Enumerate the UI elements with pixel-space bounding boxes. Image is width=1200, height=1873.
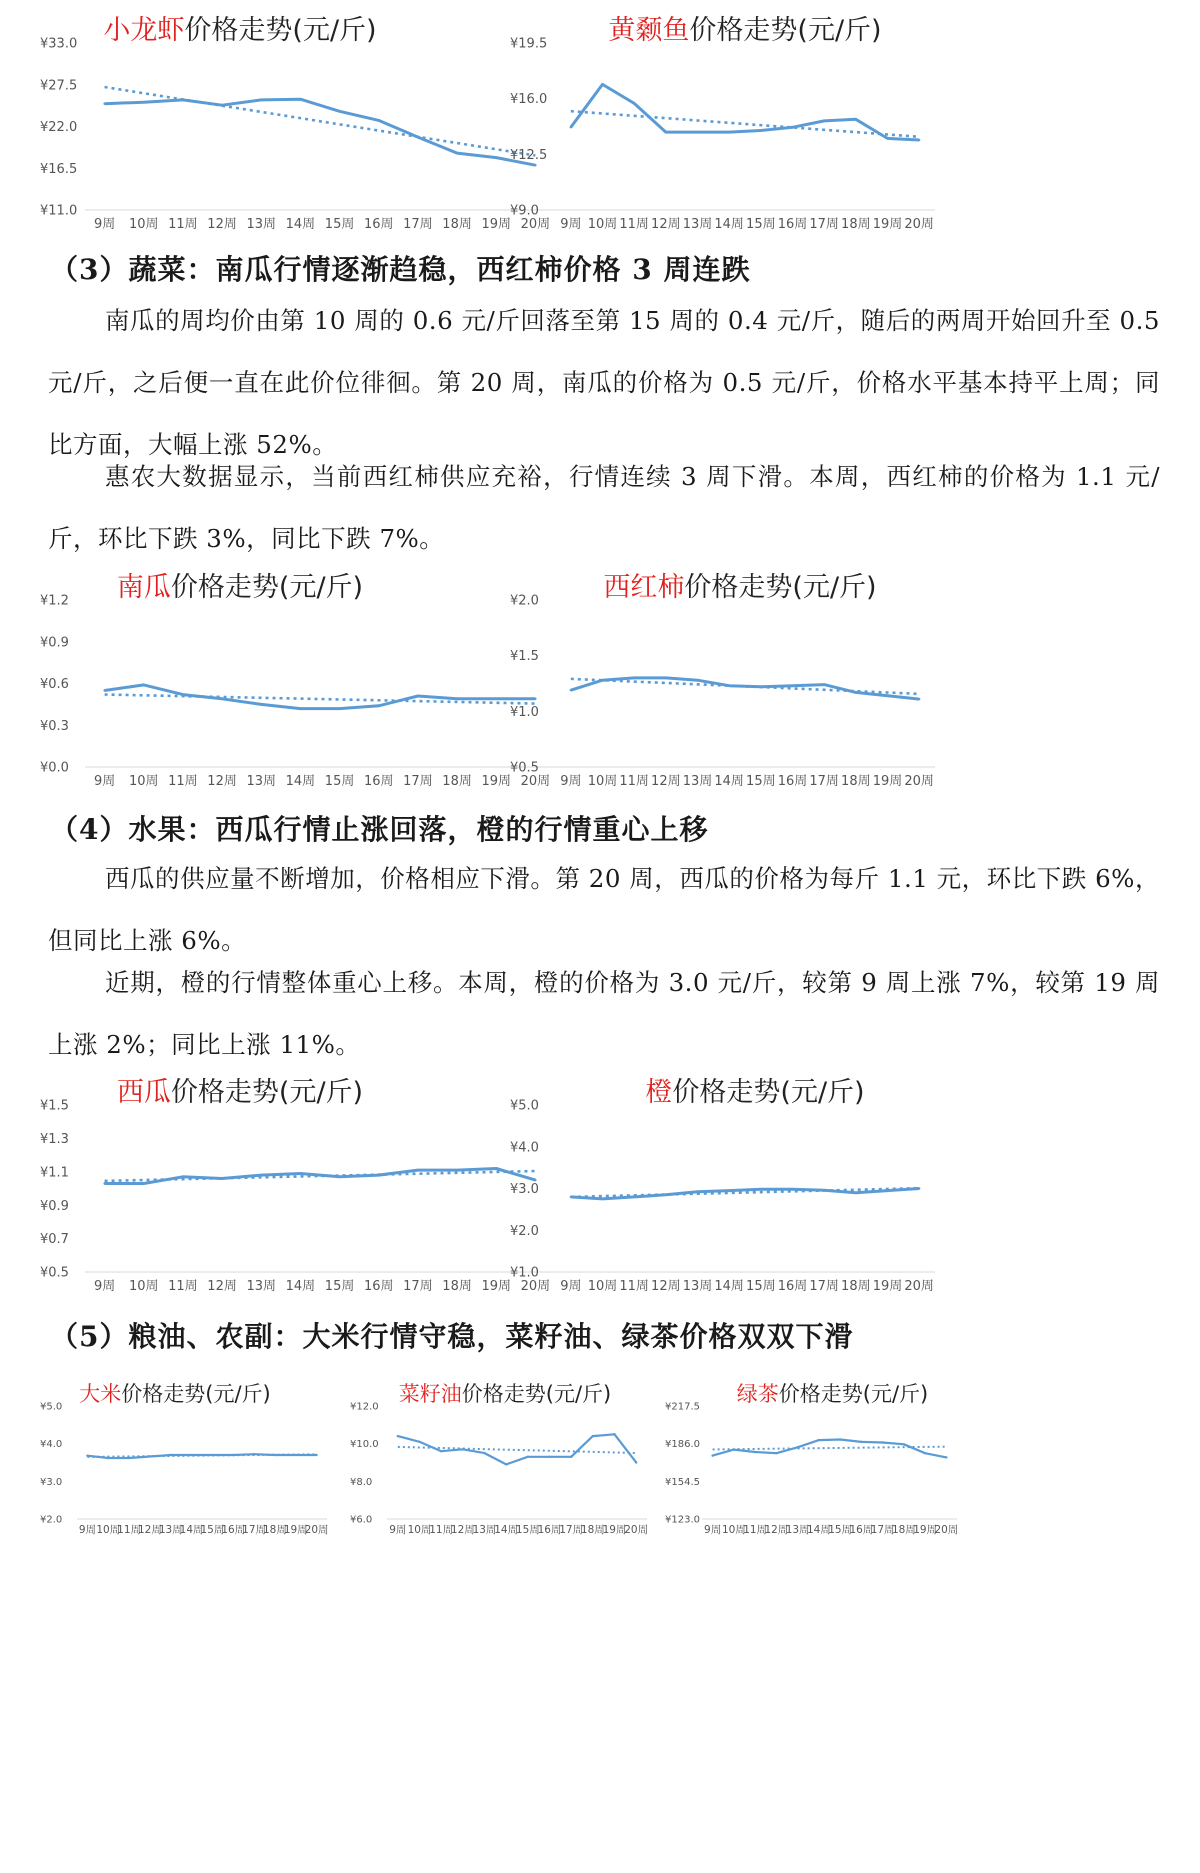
- y-tick-label: ¥12.5: [510, 147, 548, 163]
- data-point: [728, 685, 730, 687]
- data-point: [103, 1182, 105, 1184]
- y-tick-label: ¥19.5: [510, 36, 548, 52]
- chart-title: 大米价格走势(元/斤): [79, 1382, 271, 1406]
- x-tick-label: 15周: [746, 1279, 776, 1294]
- data-point: [295, 1454, 297, 1456]
- data-point: [945, 1456, 947, 1458]
- data-point: [260, 99, 262, 101]
- data-point: [456, 152, 458, 154]
- x-tick-label: 17周: [403, 217, 433, 232]
- x-tick-label: 9周: [560, 774, 582, 789]
- data-point: [182, 693, 184, 695]
- x-tick-label: 9周: [93, 1279, 116, 1294]
- data-point: [483, 1452, 485, 1454]
- y-tick-label: ¥4.0: [40, 1439, 63, 1451]
- y-tick-label: ¥154.5: [665, 1476, 700, 1488]
- x-tick-label: 16周: [363, 1279, 394, 1294]
- y-tick-label: ¥1.5: [510, 649, 539, 665]
- data-point: [760, 129, 762, 131]
- x-tick-label: 19周: [481, 217, 512, 232]
- x-tick-label: 15周: [746, 774, 776, 789]
- x-tick-label: 12周: [207, 774, 237, 789]
- data-point: [601, 679, 603, 681]
- y-tick-label: ¥22.0: [40, 120, 78, 136]
- x-tick-label: 13周: [682, 217, 713, 232]
- data-point: [918, 698, 920, 700]
- data-point: [665, 1194, 667, 1196]
- x-tick-label: 9周: [560, 1279, 582, 1294]
- x-tick-label: 14周: [285, 1279, 316, 1294]
- x-tick-label: 15周: [324, 1279, 355, 1294]
- x-tick-label: 13周: [472, 1524, 497, 1536]
- data-point: [182, 99, 184, 101]
- x-tick-label: 19周: [913, 1524, 938, 1536]
- data-point: [417, 136, 419, 138]
- x-tick-label: 14周: [714, 217, 744, 232]
- paragraph-pumpkin: 南瓜的周均价由第 10 周的 0.6 元/斤回落至第 15 周的 0.4 元/斤，随后的两周开始回升至 0.5 元/斤，之后便一直在此价位徘徊。第 20 周，南瓜的价格为 0.5 元/斤，价格水平基本持平上周；同比方面，大幅上涨 52%。: [48, 306, 1160, 459]
- data-point: [378, 1174, 380, 1176]
- data-point: [495, 156, 497, 158]
- data-point: [754, 1451, 756, 1453]
- y-tick-label: ¥217.5: [665, 1401, 700, 1413]
- data-point: [299, 707, 301, 709]
- x-tick-label: 17周: [809, 217, 839, 232]
- x-tick-label: 18周: [442, 217, 472, 232]
- x-tick-label: 10周: [96, 1524, 121, 1536]
- data-point: [315, 1454, 317, 1456]
- data-point: [665, 677, 667, 679]
- data-point: [791, 126, 793, 128]
- x-tick-label: 12周: [651, 217, 681, 232]
- y-tick-label: ¥123.0: [665, 1514, 700, 1526]
- data-point: [397, 1435, 399, 1437]
- x-tick-label: 13周: [246, 217, 277, 232]
- x-tick-label: 16周: [777, 217, 808, 232]
- data-point: [260, 703, 262, 705]
- x-tick-label: 20周: [520, 774, 551, 789]
- data-point: [221, 698, 223, 700]
- x-tick-label: 11周: [429, 1524, 454, 1536]
- chart-title: 南瓜价格走势(元/斤): [116, 572, 364, 603]
- data-point: [495, 1167, 497, 1169]
- data-point: [760, 1188, 762, 1190]
- data-point: [696, 1191, 698, 1193]
- x-tick-label: 9周: [560, 217, 582, 232]
- x-tick-label: 10周: [128, 217, 159, 232]
- series-line: [571, 678, 919, 699]
- data-point: [635, 1461, 637, 1463]
- x-tick-label: 19周: [481, 1279, 512, 1294]
- data-point: [855, 118, 857, 120]
- x-tick-label: 13周: [682, 1279, 713, 1294]
- y-tick-label: ¥12.0: [350, 1401, 379, 1413]
- data-point: [338, 110, 340, 112]
- data-point: [918, 139, 920, 141]
- paragraph-watermelon: 西瓜的供应量不断增加，价格相应下滑。第 20 周，西瓜的价格为每斤 1.1 元，环比下跌 6%，但同比上涨 6%。: [48, 864, 1160, 955]
- data-point: [299, 98, 301, 100]
- y-tick-label: ¥1.0: [510, 1265, 539, 1281]
- x-tick-label: 17周: [809, 774, 839, 789]
- y-tick-label: ¥2.0: [510, 1223, 539, 1239]
- x-tick-label: 16周: [221, 1524, 246, 1536]
- data-point: [170, 1454, 172, 1456]
- x-tick-label: 16周: [537, 1524, 562, 1536]
- series-line: [398, 1434, 636, 1464]
- x-tick-label: 20周: [520, 1279, 551, 1294]
- data-point: [881, 1441, 883, 1443]
- data-point: [417, 695, 419, 697]
- series-line: [87, 1454, 316, 1458]
- orange-chart: [505, 1070, 945, 1300]
- x-tick-label: 12周: [764, 1524, 789, 1536]
- data-point: [775, 1452, 777, 1454]
- chart-title: 菜籽油价格走势(元/斤): [398, 1382, 612, 1406]
- data-point: [601, 1198, 603, 1200]
- data-point: [860, 1441, 862, 1443]
- data-point: [211, 1454, 213, 1456]
- x-tick-label: 19周: [283, 1524, 308, 1536]
- data-point: [182, 1176, 184, 1178]
- x-tick-label: 16周: [363, 774, 394, 789]
- x-tick-label: 16周: [849, 1524, 874, 1536]
- x-tick-label: 19周: [872, 774, 903, 789]
- x-tick-label: 10周: [721, 1524, 746, 1536]
- x-tick-label: 9周: [93, 774, 116, 789]
- heading-grain: （5）粮油、农副：大米行情守稳，菜籽油、绿茶价格双双下滑: [50, 1320, 854, 1353]
- x-tick-label: 15周: [746, 217, 776, 232]
- x-tick-label: 11周: [168, 1279, 198, 1294]
- data-point: [128, 1457, 130, 1459]
- x-tick-label: 14周: [714, 774, 744, 789]
- data-point: [728, 1189, 730, 1191]
- data-point: [839, 1438, 841, 1440]
- x-tick-label: 16周: [777, 1279, 808, 1294]
- chart-title: 小龙虾价格走势(元/斤): [103, 15, 377, 46]
- x-tick-label: 9周: [704, 1524, 722, 1536]
- data-point: [149, 1455, 151, 1457]
- data-point: [728, 131, 730, 133]
- x-tick-label: 10周: [587, 774, 618, 789]
- y-tick-label: ¥8.0: [350, 1476, 373, 1488]
- data-point: [253, 1453, 255, 1455]
- data-point: [886, 695, 888, 697]
- y-tick-label: ¥1.2: [40, 593, 69, 609]
- data-point: [570, 126, 572, 128]
- x-tick-label: 12周: [207, 1279, 237, 1294]
- data-point: [886, 137, 888, 139]
- data-point: [665, 131, 667, 133]
- x-tick-label: 13周: [682, 774, 713, 789]
- data-point: [918, 1187, 920, 1189]
- chart-title: 西瓜价格走势(元/斤): [116, 1077, 364, 1108]
- x-tick-label: 18周: [891, 1524, 916, 1536]
- x-tick-label: 11周: [117, 1524, 142, 1536]
- y-tick-label: ¥33.0: [40, 36, 78, 52]
- x-tick-label: 13周: [785, 1524, 810, 1536]
- data-point: [592, 1435, 594, 1437]
- data-point: [570, 1196, 572, 1198]
- x-tick-label: 12周: [450, 1524, 475, 1536]
- x-tick-label: 20周: [904, 1279, 934, 1294]
- green-tea-chart: [660, 1378, 965, 1543]
- data-point: [103, 689, 105, 691]
- x-tick-label: 17周: [559, 1524, 584, 1536]
- data-point: [338, 1176, 340, 1178]
- data-point: [378, 119, 380, 121]
- y-tick-label: ¥27.5: [40, 78, 78, 94]
- x-tick-label: 20周: [520, 217, 551, 232]
- x-tick-label: 18周: [841, 1279, 871, 1294]
- x-tick-label: 10周: [128, 1279, 159, 1294]
- data-point: [495, 698, 497, 700]
- data-point: [221, 104, 223, 106]
- data-point: [456, 1169, 458, 1171]
- x-tick-label: 20周: [624, 1524, 649, 1536]
- data-point: [823, 120, 825, 122]
- y-tick-label: ¥1.0: [510, 704, 539, 720]
- data-point: [823, 1189, 825, 1191]
- x-tick-label: 13周: [158, 1524, 183, 1536]
- data-point: [696, 131, 698, 133]
- y-tick-label: ¥5.0: [510, 1098, 539, 1114]
- chart-title: 绿茶价格走势(元/斤): [736, 1382, 929, 1406]
- x-tick-label: 17周: [809, 1279, 839, 1294]
- data-point: [633, 102, 635, 104]
- data-point: [696, 679, 698, 681]
- data-point: [232, 1454, 234, 1456]
- x-tick-label: 14周: [714, 1279, 744, 1294]
- y-tick-label: ¥0.9: [40, 1198, 69, 1214]
- data-point: [855, 1191, 857, 1193]
- y-tick-label: ¥0.0: [40, 760, 69, 776]
- x-tick-label: 9周: [93, 217, 116, 232]
- data-point: [418, 1441, 420, 1443]
- croaker-chart: [505, 8, 945, 238]
- x-tick-label: 17周: [242, 1524, 267, 1536]
- y-tick-label: ¥16.0: [510, 92, 548, 108]
- tomato-chart: [505, 565, 945, 795]
- x-tick-label: 15周: [515, 1524, 540, 1536]
- x-tick-label: 14周: [285, 774, 316, 789]
- data-point: [633, 677, 635, 679]
- y-tick-label: ¥3.0: [40, 1476, 63, 1488]
- data-point: [570, 689, 572, 691]
- y-tick-label: ¥1.1: [40, 1165, 69, 1181]
- x-tick-label: 19周: [602, 1524, 627, 1536]
- data-point: [440, 1450, 442, 1452]
- x-tick-label: 20周: [304, 1524, 329, 1536]
- data-point: [818, 1439, 820, 1441]
- pumpkin-chart: [35, 565, 565, 795]
- x-tick-label: 14周: [494, 1524, 519, 1536]
- x-tick-label: 13周: [246, 1279, 277, 1294]
- data-point: [338, 707, 340, 709]
- x-tick-label: 11周: [168, 217, 198, 232]
- x-tick-label: 20周: [934, 1524, 959, 1536]
- x-tick-label: 11周: [619, 1279, 649, 1294]
- data-point: [103, 103, 105, 105]
- x-tick-label: 15周: [324, 774, 355, 789]
- chart-title: 西红柿价格走势(元/斤): [603, 572, 877, 603]
- x-tick-label: 15周: [200, 1524, 225, 1536]
- x-tick-label: 18周: [442, 774, 472, 789]
- y-tick-label: ¥0.6: [40, 677, 69, 693]
- data-point: [462, 1448, 464, 1450]
- data-point: [548, 1456, 550, 1458]
- x-tick-label: 11周: [619, 217, 649, 232]
- paragraph-tomato: 惠农大数据显示，当前西红柿供应充裕，行情连续 3 周下滑。本周，西红柿的价格为 1.1 元/斤，环比下跌 3%，同比下跌 7%。: [48, 462, 1160, 553]
- x-tick-label: 20周: [904, 217, 934, 232]
- y-tick-label: ¥0.5: [510, 760, 539, 776]
- data-point: [378, 705, 380, 707]
- data-point: [274, 1454, 276, 1456]
- data-point: [107, 1457, 109, 1459]
- x-tick-label: 14周: [806, 1524, 831, 1536]
- x-tick-label: 9周: [389, 1524, 407, 1536]
- x-tick-label: 18周: [841, 217, 871, 232]
- y-tick-label: ¥0.9: [40, 635, 69, 651]
- x-tick-label: 15周: [828, 1524, 853, 1536]
- data-point: [791, 1188, 793, 1190]
- y-tick-label: ¥4.0: [510, 1140, 539, 1156]
- x-tick-label: 10周: [128, 774, 159, 789]
- y-tick-label: ¥2.0: [510, 593, 539, 609]
- x-tick-label: 11周: [743, 1524, 768, 1536]
- crayfish-chart: [35, 8, 565, 238]
- data-point: [633, 1196, 635, 1198]
- x-tick-label: 16周: [777, 774, 808, 789]
- y-tick-label: ¥10.0: [350, 1439, 379, 1451]
- x-tick-label: 17周: [403, 1279, 433, 1294]
- y-tick-label: ¥11.0: [40, 203, 78, 219]
- x-tick-label: 10周: [587, 217, 618, 232]
- x-tick-label: 19周: [872, 217, 903, 232]
- x-tick-label: 17周: [403, 774, 433, 789]
- y-tick-label: ¥0.5: [40, 1265, 69, 1281]
- data-point: [143, 1182, 145, 1184]
- data-point: [505, 1463, 507, 1465]
- series-line: [105, 1169, 536, 1184]
- x-tick-label: 12周: [651, 1279, 681, 1294]
- data-point: [456, 698, 458, 700]
- data-point: [903, 1443, 905, 1445]
- y-tick-label: ¥5.0: [40, 1401, 63, 1413]
- rapeseed-oil-chart: [345, 1378, 655, 1543]
- data-point: [760, 686, 762, 688]
- x-tick-label: 18周: [580, 1524, 605, 1536]
- x-tick-label: 12周: [207, 217, 237, 232]
- series-line: [105, 99, 536, 165]
- data-point: [143, 101, 145, 103]
- data-point: [260, 1174, 262, 1176]
- x-tick-label: 19周: [481, 774, 512, 789]
- data-point: [855, 691, 857, 693]
- x-tick-label: 13周: [246, 774, 277, 789]
- data-point: [924, 1452, 926, 1454]
- x-tick-label: 19周: [872, 1279, 903, 1294]
- x-tick-label: 17周: [870, 1524, 895, 1536]
- y-tick-label: ¥6.0: [350, 1514, 373, 1526]
- x-tick-label: 11周: [619, 774, 649, 789]
- data-point: [886, 1189, 888, 1191]
- x-tick-label: 18周: [262, 1524, 287, 1536]
- rice-chart: [35, 1378, 335, 1543]
- data-point: [711, 1454, 713, 1456]
- x-tick-label: 16周: [363, 217, 394, 232]
- y-tick-label: ¥186.0: [665, 1439, 700, 1451]
- data-point: [791, 685, 793, 687]
- x-tick-label: 12周: [137, 1524, 162, 1536]
- trendline: [571, 111, 919, 137]
- data-point: [221, 1177, 223, 1179]
- y-tick-label: ¥16.5: [40, 161, 78, 177]
- trendline: [105, 87, 536, 155]
- x-tick-label: 20周: [904, 774, 934, 789]
- y-tick-label: ¥3.0: [510, 1182, 539, 1198]
- data-point: [796, 1446, 798, 1448]
- y-tick-label: ¥2.0: [40, 1514, 63, 1526]
- y-tick-label: ¥1.3: [40, 1131, 69, 1147]
- x-tick-label: 11周: [168, 774, 198, 789]
- data-point: [570, 1456, 572, 1458]
- x-tick-label: 15周: [324, 217, 355, 232]
- x-tick-label: 10周: [587, 1279, 618, 1294]
- data-point: [601, 83, 603, 85]
- data-point: [733, 1448, 735, 1450]
- x-tick-label: 9周: [78, 1524, 97, 1536]
- data-point: [190, 1454, 192, 1456]
- heading-vegetables: （3）蔬菜：南瓜行情逐渐趋稳，西红柿价格 3 周连跌: [50, 253, 751, 286]
- paragraph-orange: 近期，橙的行情整体重心上移。本周，橙的价格为 3.0 元/斤，较第 9 周上涨 7%，较第 19 周上涨 2%；同比上涨 11%。: [48, 968, 1160, 1059]
- x-tick-label: 14周: [179, 1524, 204, 1536]
- data-point: [86, 1455, 88, 1457]
- data-point: [299, 1172, 301, 1174]
- chart-title: 橙价格走势(元/斤): [645, 1077, 865, 1108]
- y-tick-label: ¥0.3: [40, 718, 69, 734]
- data-point: [613, 1433, 615, 1435]
- data-point: [527, 1456, 529, 1458]
- x-tick-label: 12周: [651, 774, 681, 789]
- data-point: [823, 683, 825, 685]
- data-point: [143, 684, 145, 686]
- x-tick-label: 18周: [442, 1279, 472, 1294]
- data-point: [417, 1169, 419, 1171]
- chart-title: 黄颡鱼价格走势(元/斤): [608, 15, 882, 46]
- x-tick-label: 10周: [407, 1524, 432, 1536]
- x-tick-label: 18周: [841, 774, 871, 789]
- y-tick-label: ¥9.0: [510, 203, 539, 219]
- y-tick-label: ¥0.7: [40, 1232, 69, 1248]
- watermelon-chart: [35, 1070, 565, 1300]
- heading-fruits: （4）水果：西瓜行情止涨回落，橙的行情重心上移: [50, 813, 709, 846]
- y-tick-label: ¥1.5: [40, 1098, 69, 1114]
- x-tick-label: 14周: [285, 217, 316, 232]
